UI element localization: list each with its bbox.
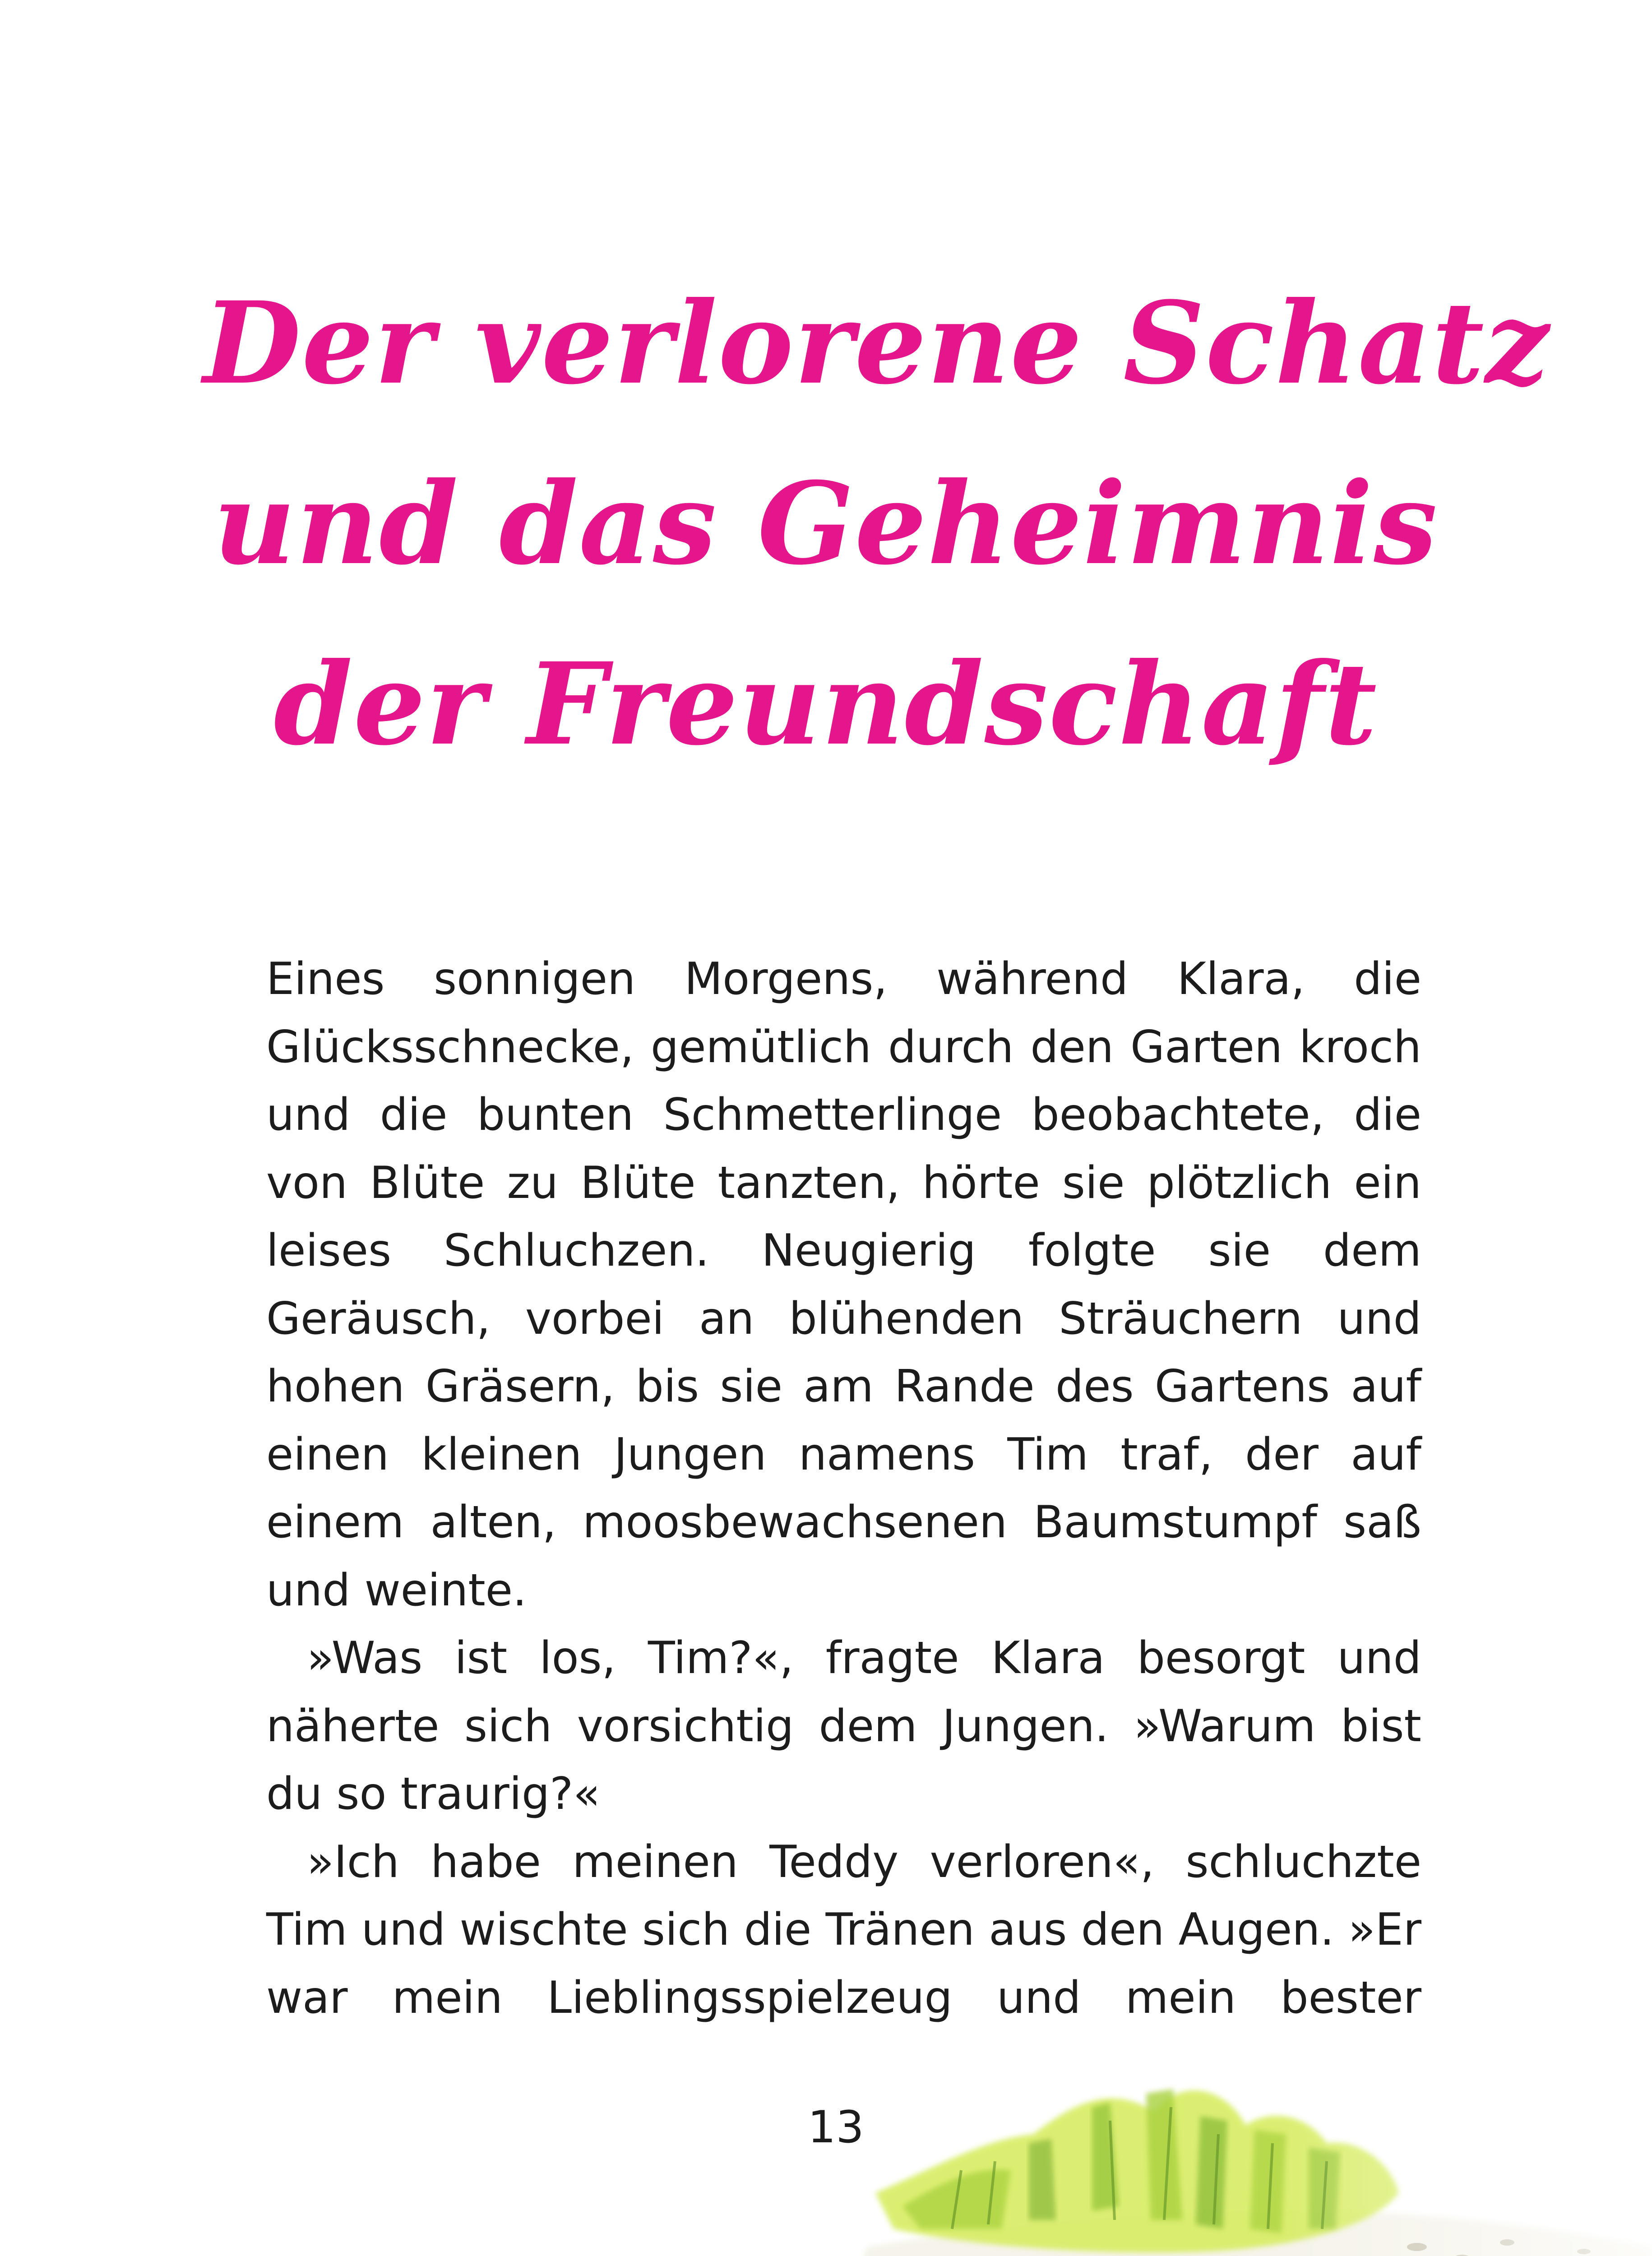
chapter-title-line-1: Der verlorene Schatz <box>203 277 1550 409</box>
paragraph-2: »Was ist los, Tim?«, fragte Klara besorgt und näherte sich vorsichtig dem Jungen. »Warum bist du so traurig?« <box>266 1632 1421 1820</box>
chapter-title <box>203 253 1550 794</box>
page-number: 13 <box>808 2102 864 2153</box>
chapter-title-line-3: der Freundschaft <box>273 638 1378 770</box>
chapter-title-line-2: und das Geheimnis <box>213 457 1439 590</box>
paragraph-1: Eines sonnigen Morgens, während Klara, die Glücksschnecke, gemütlich durch den Garten kroch und die bunten Schmetterlinge beobachtete, die von Blüte zu Blüte tanzten, hörte sie plötzlich ein leises Schluchzen. Neugierig folgte sie dem Geräusch, vorbei an blühenden Sträuchern und hohen Gräsern, bis sie am Rande des Gartens auf einen kleinen Jungen namens Tim traf, der auf einem alten, moosbewachsenen Baumstumpf saß und weinte. <box>266 953 1421 1616</box>
story-text <box>266 945 1421 2032</box>
watercolor-grass-decoration <box>839 2057 1652 2256</box>
paragraph-3: »Ich habe meinen Teddy verloren«, schluchzte Tim und wischte sich die Tränen aus den Augen. »Er war mein Lieblingsspielzeug und mein bester <box>266 1836 1421 2024</box>
